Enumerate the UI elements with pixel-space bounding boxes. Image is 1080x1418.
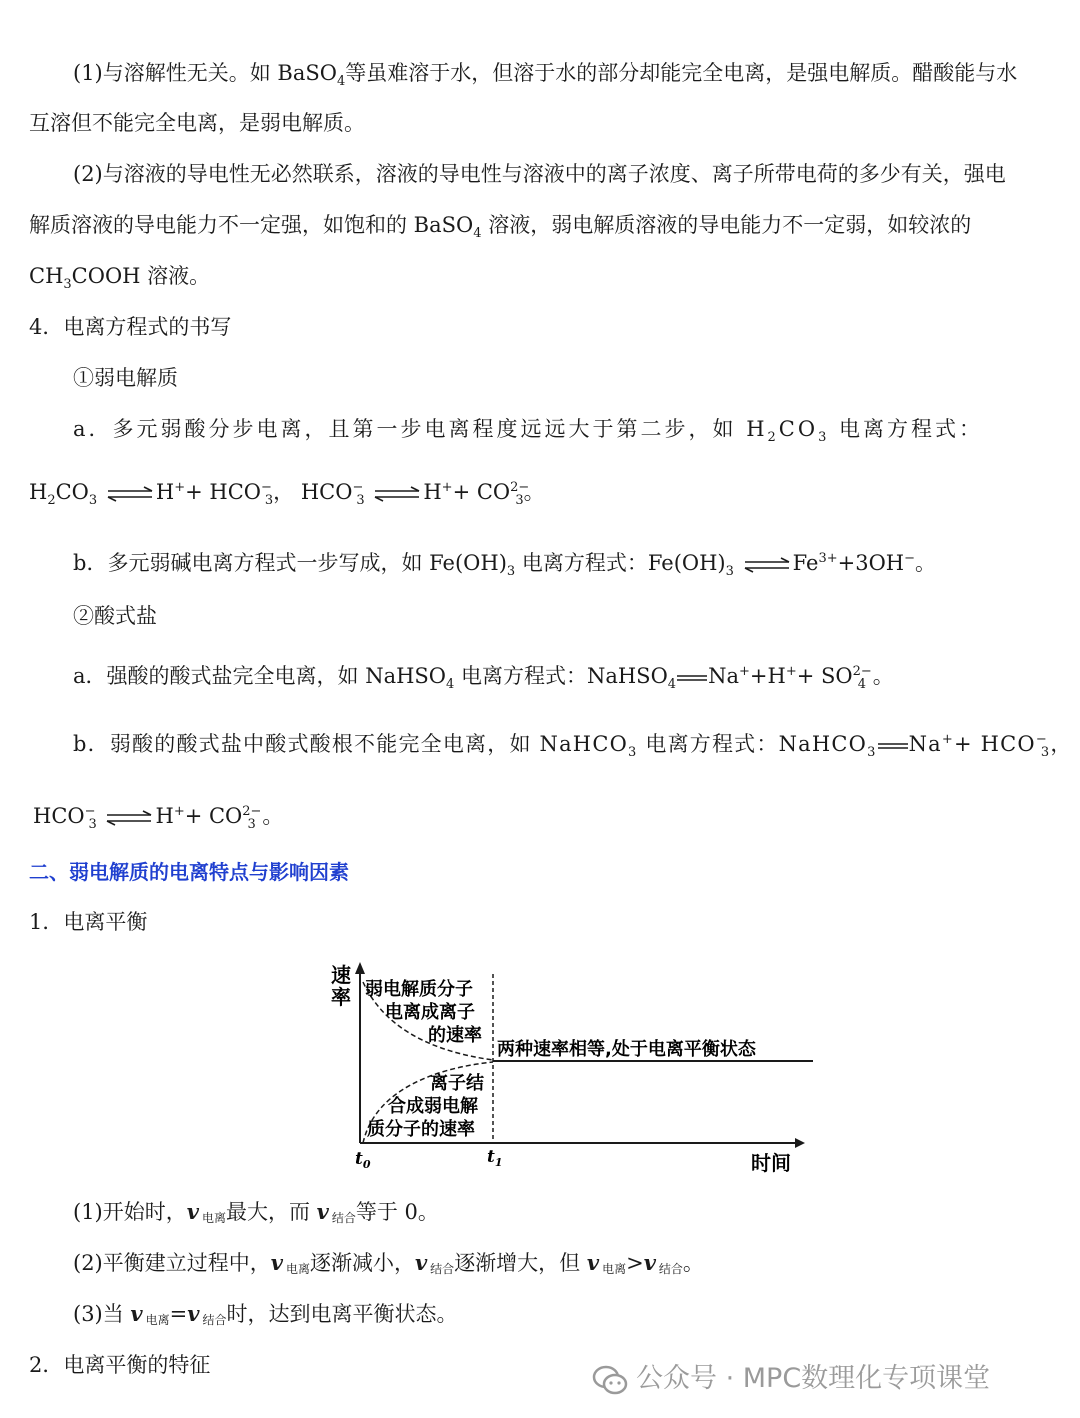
text: (3)当 bbox=[73, 1302, 131, 1326]
subscript: 2 bbox=[767, 430, 779, 446]
text: 逐渐增大，但 bbox=[454, 1251, 587, 1275]
watermark bbox=[592, 1356, 990, 1395]
text: b．弱酸的酸式盐中酸式酸根不能完全电离，如 NaHCO bbox=[73, 732, 629, 756]
superscript: 3+ bbox=[818, 551, 838, 566]
weak-acid-salt-text bbox=[0, 729, 1080, 759]
superscript: + bbox=[738, 664, 750, 679]
text: 4．电离方程式的书写 bbox=[29, 315, 232, 339]
subsection-1-title bbox=[0, 907, 1080, 937]
equation-h2co3 bbox=[0, 477, 1080, 507]
v-symbol: v bbox=[316, 1199, 329, 1224]
v-symbol: v bbox=[270, 1250, 283, 1275]
acid-salt-label bbox=[0, 601, 1080, 631]
equal-rate-label: 两种速率相等,处于电离平衡状态 bbox=[497, 1039, 756, 1060]
text: +H bbox=[749, 664, 786, 688]
text: 。 bbox=[255, 804, 284, 828]
t0-label bbox=[355, 1149, 371, 1171]
text: (1)开始时， bbox=[73, 1200, 187, 1224]
text: a．多元弱酸分步电离，且第一步电离程度远远大于第二步，如 H bbox=[73, 417, 768, 441]
text: a．强酸的酸式盐完全电离，如 NaHSO bbox=[73, 664, 447, 688]
v-subscript: 电离 bbox=[201, 1211, 226, 1225]
text: Na bbox=[708, 664, 739, 688]
text: b．多元弱碱电离方程式一步写成，如 Fe(OH) bbox=[73, 551, 507, 575]
text: ①弱电解质 bbox=[73, 366, 178, 390]
text: 。 bbox=[915, 551, 937, 575]
v-symbol: v bbox=[414, 1250, 428, 1275]
text: 解质溶液的导电能力不一定强，如饱和的 BaSO bbox=[29, 213, 474, 237]
text: 等虽难溶于水，但溶于水的部分却能完全电离，是强电解质。醋酸能与水 bbox=[345, 61, 1018, 85]
x-axis-arrow-icon bbox=[795, 1138, 805, 1148]
upper-label-line-1: 弱电解质分子 bbox=[365, 979, 473, 1000]
superscript: − bbox=[260, 480, 272, 495]
superscript: + bbox=[941, 732, 954, 747]
text: CO bbox=[55, 480, 89, 504]
superscript: 2− bbox=[510, 480, 530, 495]
t0-letter: t bbox=[355, 1149, 363, 1169]
text: HCO bbox=[300, 480, 353, 504]
text: 电离方程式：NaHCO bbox=[637, 732, 868, 756]
subscript: 3 bbox=[247, 817, 256, 833]
text: HCO bbox=[33, 804, 85, 828]
section-2-heading bbox=[0, 857, 1080, 887]
text: COOH 溶液。 bbox=[71, 264, 211, 288]
v-subscript: 结合 bbox=[658, 1262, 683, 1276]
text: Na bbox=[908, 732, 942, 756]
subscript: 4 bbox=[667, 677, 677, 693]
upper-label-line-2: 电离成离子 bbox=[385, 1002, 475, 1023]
superscript: − bbox=[1035, 732, 1048, 747]
equals-bar-icon bbox=[676, 673, 708, 683]
weak-electrolyte-label bbox=[0, 363, 1080, 393]
superscript: + bbox=[785, 664, 797, 679]
weak-base-text bbox=[0, 548, 1080, 578]
v-subscript: 电离 bbox=[602, 1262, 627, 1276]
para-2-line-1 bbox=[0, 159, 1080, 189]
superscript: 2− bbox=[242, 804, 262, 819]
text: 溶液，弱电解质溶液的导电能力不一定弱，如较浓的 bbox=[481, 213, 972, 237]
v-subscript: 电离 bbox=[285, 1262, 310, 1276]
text: + HCO bbox=[185, 480, 261, 504]
ionization-equilibrium-diagram bbox=[325, 960, 825, 1175]
equation-hco3 bbox=[0, 801, 1080, 831]
t1-subscript: 1 bbox=[494, 1156, 503, 1169]
section-4-title bbox=[0, 312, 1080, 342]
text: 互溶但不能完全电离，是弱电解质。 bbox=[29, 111, 365, 135]
text: Fe bbox=[792, 551, 819, 575]
superscript: + bbox=[441, 480, 453, 495]
text: CH bbox=[29, 264, 64, 288]
subscript: 3 bbox=[63, 277, 72, 293]
text: 等于 0。 bbox=[355, 1200, 439, 1224]
text: + HCO bbox=[953, 732, 1036, 756]
watermark-text: 公众号 · MPC数理化专项课堂 bbox=[636, 1363, 991, 1394]
text: > bbox=[626, 1251, 644, 1275]
superscript: + bbox=[174, 480, 186, 495]
superscript: − bbox=[84, 804, 96, 819]
text: + CO bbox=[184, 804, 243, 828]
v-symbol: v bbox=[130, 1301, 143, 1326]
weak-acid-text bbox=[0, 414, 1080, 444]
text: 2．电离平衡的特征 bbox=[29, 1353, 211, 1377]
text: ， bbox=[1050, 732, 1073, 756]
text: CO bbox=[778, 417, 819, 441]
text: H bbox=[423, 480, 442, 504]
text: 电离方程式： bbox=[829, 417, 984, 441]
text: (2)与溶液的导电性无必然联系，溶液的导电性与溶液中的离子浓度、离子所带电荷的多少有关，强电 bbox=[73, 162, 1006, 186]
subscript: 3 bbox=[1040, 745, 1051, 761]
v-subscript: 结合 bbox=[331, 1211, 356, 1225]
t0-subscript: 0 bbox=[362, 1158, 371, 1171]
subscript: 3 bbox=[818, 430, 830, 446]
lower-label-line-1: 离子结 bbox=[430, 1073, 484, 1094]
text: ， bbox=[273, 480, 295, 504]
subscript: 3 bbox=[628, 745, 638, 761]
text: = bbox=[169, 1302, 188, 1326]
reversible-arrow-icon bbox=[105, 810, 153, 826]
lower-label-line-3: 质分子的速率 bbox=[367, 1119, 475, 1140]
reversible-arrow-icon bbox=[373, 486, 421, 502]
v-subscript: 结合 bbox=[202, 1313, 227, 1327]
y-axis-arrow-icon bbox=[355, 962, 365, 974]
subscript: 4 bbox=[336, 74, 346, 90]
lower-label-line-2: 合成弱电解 bbox=[388, 1096, 478, 1117]
subscript: 3 bbox=[356, 493, 365, 509]
text: 。 bbox=[682, 1251, 704, 1275]
text: 。 bbox=[523, 480, 545, 504]
strong-acid-salt-text bbox=[0, 661, 1080, 691]
v-symbol: v bbox=[643, 1250, 656, 1275]
text: H bbox=[155, 804, 174, 828]
subscript: 3 bbox=[515, 493, 524, 509]
text: + SO bbox=[796, 664, 853, 688]
reversible-arrow-icon bbox=[106, 486, 154, 502]
para-2-line-2 bbox=[0, 210, 1080, 240]
text: (1)与溶解性无关。如 BaSO bbox=[73, 61, 337, 85]
v-subscript: 结合 bbox=[430, 1262, 455, 1276]
t1-label bbox=[487, 1147, 503, 1169]
text: 。 bbox=[866, 664, 894, 688]
text: 电离方程式：NaHSO bbox=[454, 664, 668, 688]
upper-label-line-3: 的速率 bbox=[428, 1025, 482, 1046]
subscript: 2 bbox=[47, 493, 56, 509]
text: (2)平衡建立过程中， bbox=[73, 1251, 271, 1275]
y-axis-label-1: 速 bbox=[331, 963, 351, 987]
subscript: 3 bbox=[264, 493, 274, 509]
subscript: 3 bbox=[506, 564, 516, 580]
superscript: + bbox=[173, 804, 185, 819]
text: 二、弱电解质的电离特点与影响因素 bbox=[29, 860, 349, 884]
x-axis-label: 时间 bbox=[751, 1151, 791, 1175]
v-symbol: v bbox=[586, 1250, 600, 1275]
text: +3OH bbox=[837, 551, 905, 575]
superscript: − bbox=[352, 480, 364, 495]
subscript: 4 bbox=[857, 677, 867, 693]
text: 最大，而 bbox=[225, 1200, 317, 1224]
note-3 bbox=[0, 1299, 1080, 1335]
y-axis-label-2: 率 bbox=[331, 985, 351, 1009]
para-1-line-2 bbox=[0, 108, 1080, 138]
subscript: 3 bbox=[725, 564, 734, 580]
reversible-arrow-icon bbox=[743, 557, 791, 573]
note-1 bbox=[0, 1197, 1080, 1233]
v-symbol: v bbox=[186, 1199, 199, 1224]
subscript: 4 bbox=[473, 226, 482, 242]
wechat-icon bbox=[592, 1365, 628, 1395]
para-2-line-3 bbox=[0, 261, 1080, 291]
text: ②酸式盐 bbox=[73, 604, 157, 628]
v-subscript: 电离 bbox=[145, 1313, 170, 1327]
subscript: 3 bbox=[88, 493, 98, 509]
superscript: 2− bbox=[852, 664, 872, 679]
equals-bar-icon bbox=[877, 741, 909, 751]
text: 电离方程式：Fe(OH) bbox=[515, 551, 726, 575]
text: H bbox=[29, 480, 48, 504]
text: 时，达到电离平衡状态。 bbox=[226, 1302, 458, 1326]
superscript: − bbox=[904, 551, 916, 566]
subscript: 3 bbox=[867, 745, 877, 761]
t1-letter: t bbox=[487, 1147, 495, 1167]
subscript: 4 bbox=[446, 677, 455, 693]
para-1-line-1 bbox=[0, 58, 1080, 88]
text: 逐渐减小， bbox=[309, 1251, 415, 1275]
text: H bbox=[155, 480, 175, 504]
v-symbol: v bbox=[187, 1301, 200, 1326]
note-2 bbox=[0, 1248, 1080, 1284]
subscript: 3 bbox=[88, 817, 97, 833]
text: 1．电离平衡 bbox=[29, 910, 148, 934]
text: + CO bbox=[452, 480, 511, 504]
